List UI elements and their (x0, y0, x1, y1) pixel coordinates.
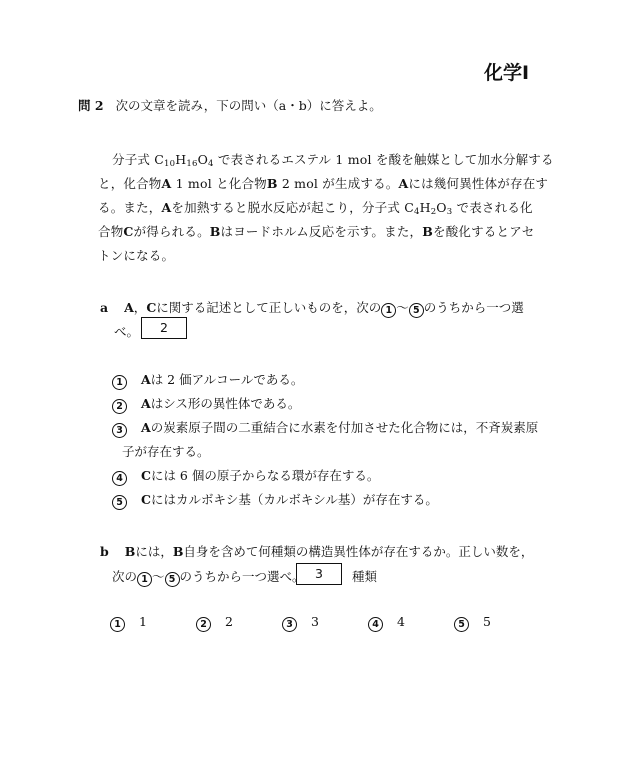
circled-number-icon: 1 (112, 375, 127, 390)
compound-label: A (124, 300, 134, 315)
text: H (175, 152, 187, 167)
passage-line-3 (98, 198, 533, 217)
option-value: 1 (139, 614, 147, 629)
option-a-1[interactable] (112, 370, 303, 390)
subject-header: 化学Ⅰ (484, 62, 530, 84)
text: を酸化するとアセ (433, 224, 535, 239)
text: のうちから一つ選べ。 (179, 569, 305, 584)
compound-label: B (422, 224, 433, 239)
compound-label: A (140, 396, 151, 411)
circled-number-icon: 4 (368, 617, 383, 632)
text: 〜 (396, 300, 409, 315)
compound-label: A (161, 176, 172, 191)
text: 分子式 C (112, 152, 165, 167)
circled-number-icon: 1 (137, 572, 152, 587)
option-a-3[interactable] (112, 418, 538, 438)
text: に関する記述として正しいものを，次の (156, 300, 382, 315)
option-value: 3 (311, 614, 319, 629)
option-value: 2 (225, 614, 233, 629)
compound-label: C (140, 492, 151, 507)
circled-number-icon: 3 (112, 423, 127, 438)
option-text: 子が存在する。 (122, 444, 210, 459)
option-value: 5 (483, 614, 491, 629)
option-a-3-continuation (122, 442, 210, 460)
text: はヨードホルム反応を示す。また， (220, 224, 423, 239)
unit-label: 種類 (352, 569, 378, 584)
text: と，化合物 (98, 176, 162, 191)
option-b-3[interactable] (282, 614, 319, 632)
option-b-4[interactable] (368, 614, 405, 632)
subscript: 4 (208, 159, 214, 169)
text: トンになる。 (98, 248, 175, 263)
compound-label: A (161, 200, 172, 215)
option-b-2[interactable] (196, 614, 233, 632)
option-text: はシス形の異性体である。 (150, 396, 301, 411)
compound-label: B (172, 544, 184, 559)
text: 自身を含めて何種類の構造異性体が存在するか。正しい数を， (183, 544, 534, 559)
passage-line-2 (98, 174, 548, 192)
text: ， (133, 300, 147, 315)
compound-label: B (124, 544, 136, 559)
circled-number-icon: 2 (112, 399, 127, 414)
answer-box-b[interactable]: 3 (296, 563, 342, 585)
question-instruction: 次の文章を読み，下の問い（a・b）に答えよ。 (115, 98, 382, 113)
text: 合物 (98, 224, 124, 239)
question-number: 問 2 (78, 98, 104, 113)
option-text: にはカルボキシ基（カルボキシル基）が存在する。 (150, 492, 438, 507)
passage-line-1 (112, 150, 554, 169)
part-a-line-2 (114, 322, 139, 340)
subscript: 2 (430, 207, 437, 217)
text: H (419, 200, 431, 215)
circled-number-icon: 2 (196, 617, 211, 632)
option-value: 4 (397, 614, 405, 629)
text: には， (135, 544, 173, 559)
compound-label: A (140, 372, 151, 387)
circled-number-icon: 5 (409, 303, 424, 318)
text: O (436, 200, 447, 215)
circled-number-icon: 5 (112, 495, 127, 510)
option-b-1[interactable] (110, 614, 147, 632)
text: で表されるエステル 1 mol を酸を触媒として加水分解する (213, 152, 554, 167)
circled-number-icon: 3 (282, 617, 297, 632)
subscript: 4 (413, 207, 420, 217)
answer-box-a[interactable]: 2 (141, 317, 187, 339)
text: 〜 (152, 569, 165, 584)
text: が得られる。 (133, 224, 210, 239)
text: る。また， (98, 200, 162, 215)
passage-line-5 (98, 246, 174, 264)
subscript: 10 (164, 159, 176, 169)
text: には幾何異性体が存在す (408, 176, 549, 191)
circled-number-icon: 5 (165, 572, 180, 587)
text: のうちから一つ選 (423, 300, 524, 315)
part-a-label: a (100, 300, 109, 315)
circled-number-icon: 4 (112, 471, 127, 486)
compound-label: C (146, 300, 157, 315)
text: 次の (112, 569, 138, 584)
text: べ。 (114, 324, 140, 339)
subscript: 16 (186, 159, 198, 169)
compound-label: C (123, 224, 134, 239)
subscript: 3 (446, 207, 453, 217)
passage-line-4 (98, 222, 534, 240)
option-text: の炭素原子間の二重結合に水素を付加させた化合物には，不斉炭素原 (150, 420, 539, 435)
text: を加熱すると脱水反応が起こり，分子式 C (171, 200, 414, 215)
compound-label: B (209, 224, 221, 239)
option-a-4[interactable] (112, 466, 379, 486)
part-b-label: b (100, 544, 109, 559)
circled-number-icon: 1 (381, 303, 396, 318)
text: O (197, 152, 209, 167)
question-line (78, 96, 382, 114)
option-text: は 2 価アルコールである。 (150, 372, 304, 387)
option-text: には 6 個の原子からなる環が存在する。 (150, 468, 380, 483)
text: 2 mol が生成する。 (277, 176, 399, 191)
part-b-line-2 (112, 567, 305, 587)
compound-label: A (398, 176, 409, 191)
text: で表される化 (452, 200, 533, 215)
circled-number-icon: 5 (454, 617, 469, 632)
compound-label: C (140, 468, 151, 483)
part-b-line-1 (100, 542, 533, 560)
text: 1 mol と化合物 (171, 176, 267, 191)
compound-label: B (266, 176, 278, 191)
option-a-2[interactable] (112, 394, 300, 414)
circled-number-icon: 1 (110, 617, 125, 632)
part-a-line-1 (100, 298, 524, 318)
option-a-5[interactable] (112, 490, 438, 510)
compound-label: A (140, 420, 151, 435)
option-b-5[interactable] (454, 614, 491, 632)
